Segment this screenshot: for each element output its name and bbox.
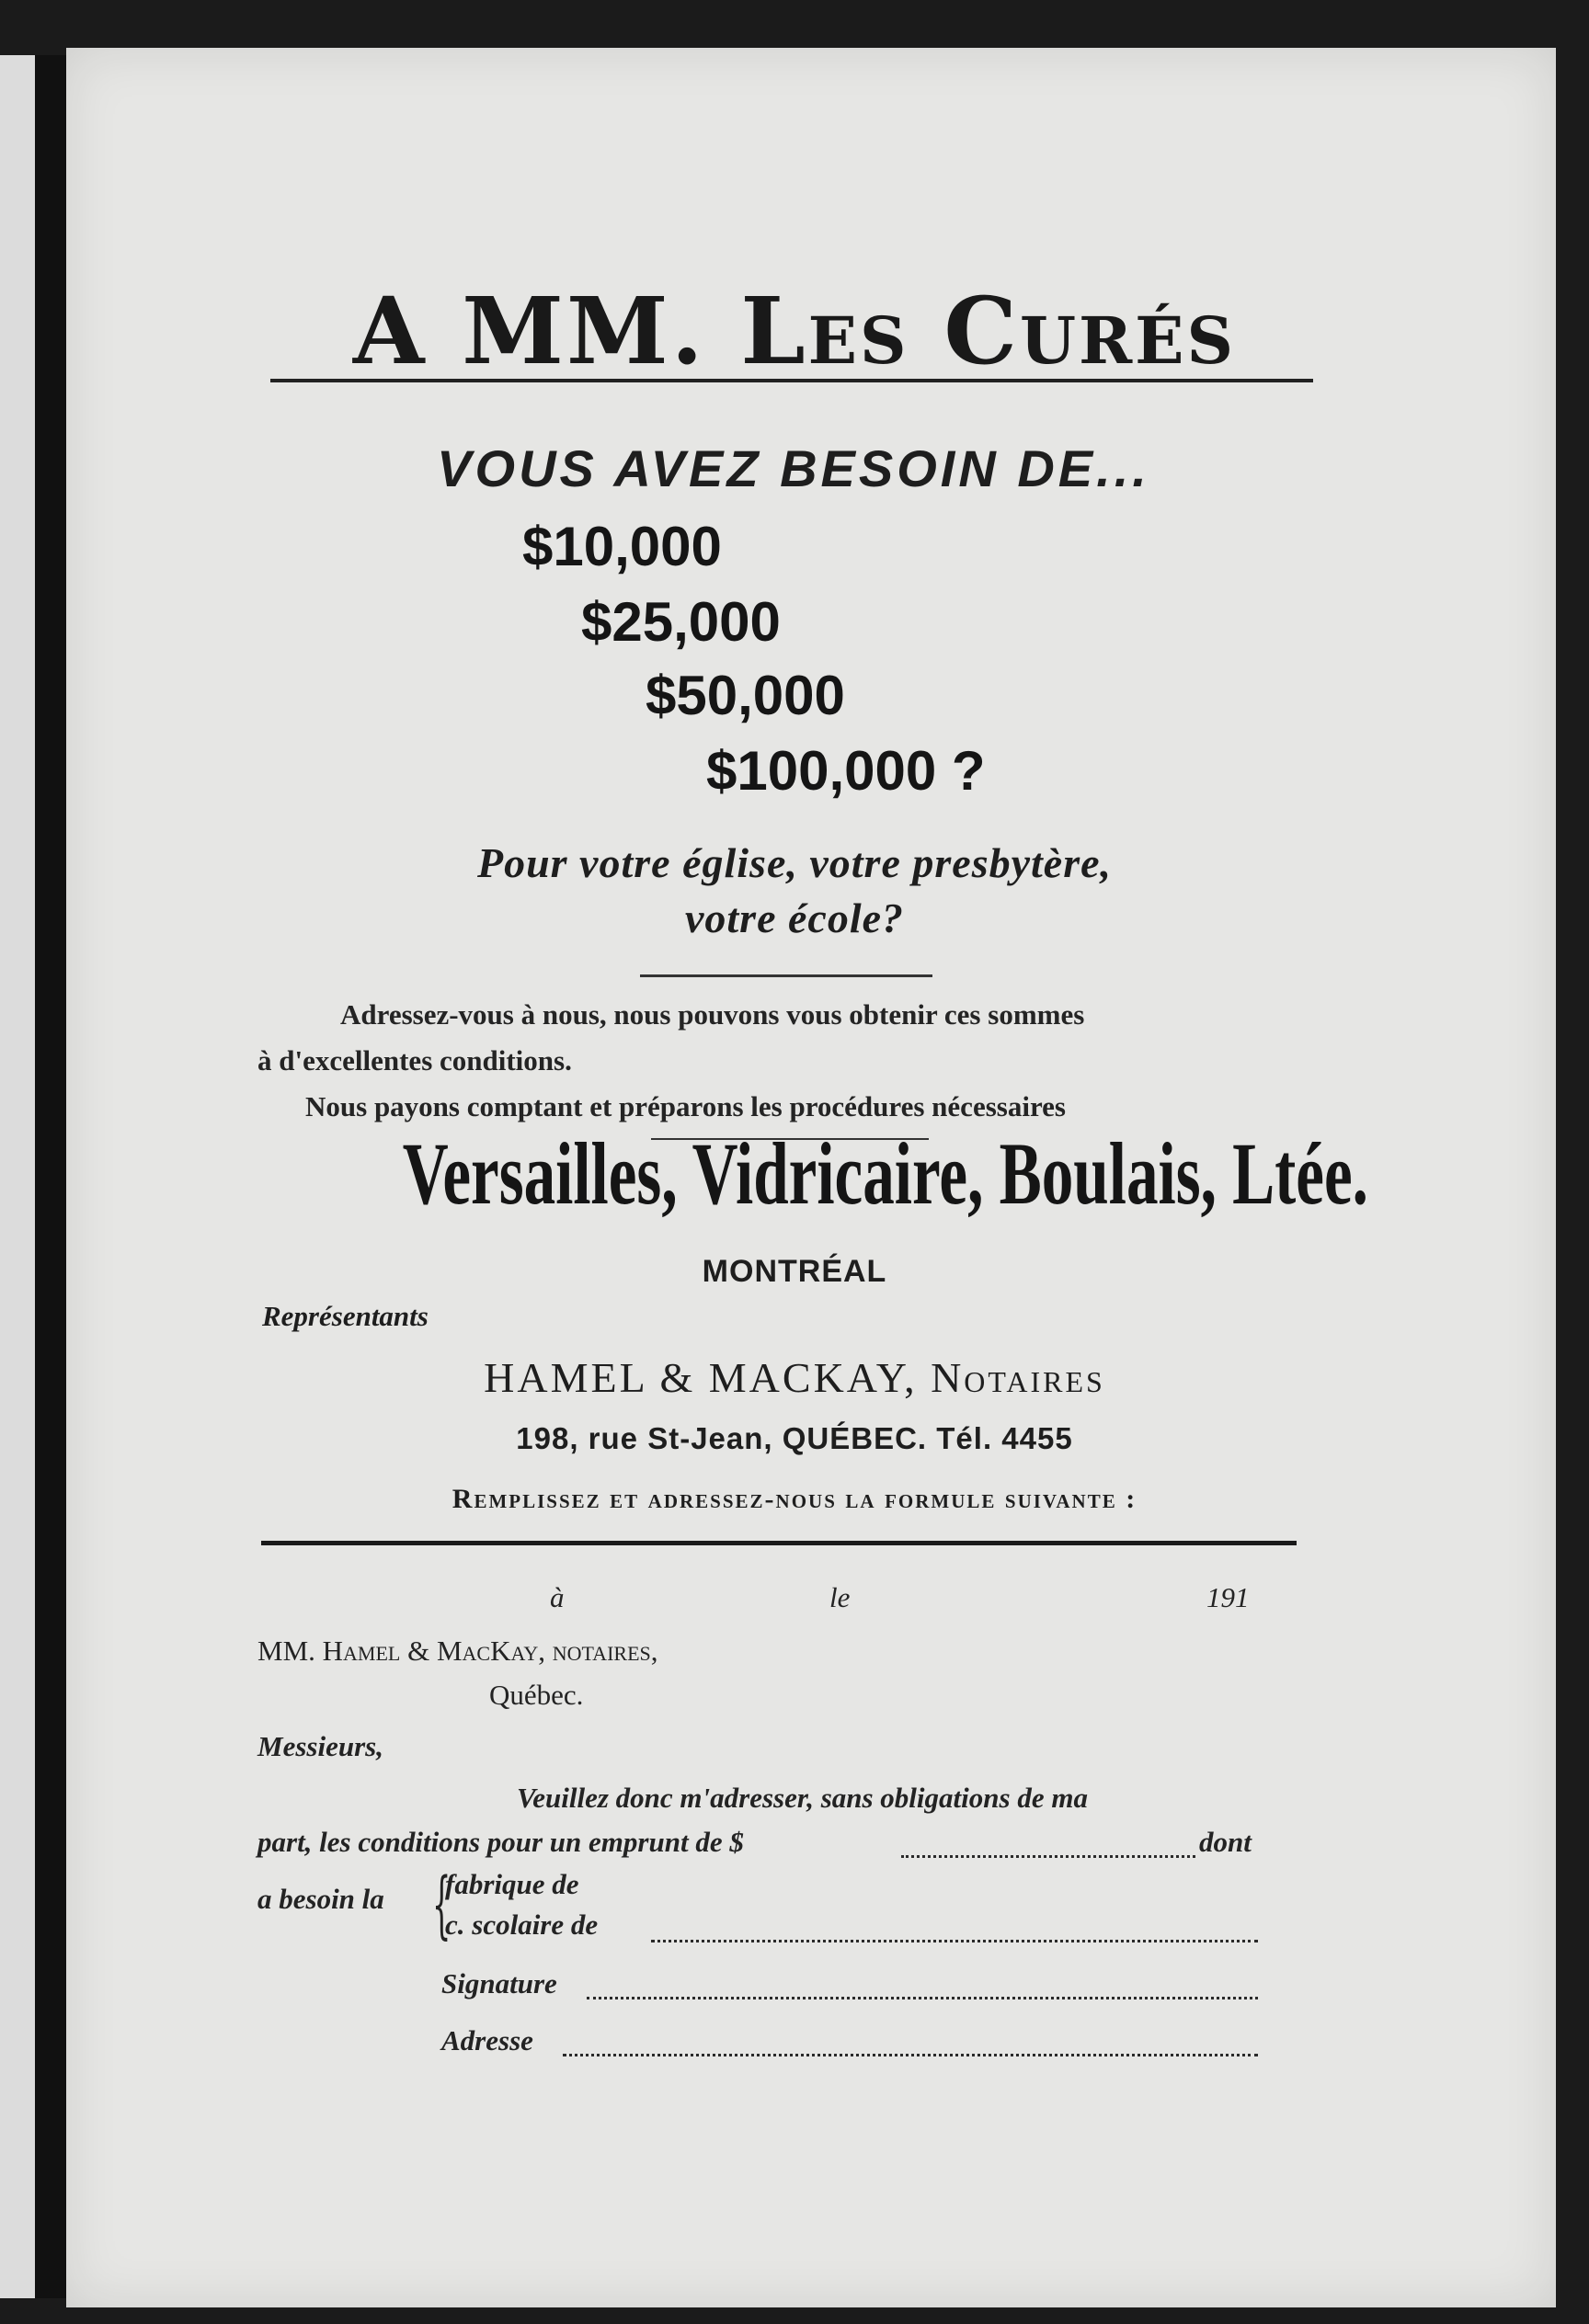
binding-shadow [35, 55, 66, 2298]
form-request-line-2-end: dont [1199, 1826, 1252, 1858]
form-salutation: Messieurs, [257, 1730, 383, 1762]
notaries-name: HAMEL & MACKAY, Notaires [484, 1354, 1105, 1401]
form-divider [261, 1541, 1297, 1545]
body-line-2: à d'excellentes conditions. [257, 1044, 572, 1077]
representatives-label: Représentants [262, 1300, 429, 1332]
company-name: Versailles, Vidricaire, Boulais, Ltée. [402, 1124, 1368, 1223]
question-line-2: votre école? [684, 894, 905, 941]
subhead: VOUS AVEZ BESOIN DE... [437, 439, 1150, 497]
signature-label: Signature [441, 1967, 557, 1999]
headline-underline [270, 379, 1313, 382]
form-place-word: à [550, 1581, 565, 1613]
form-date-word: le [829, 1581, 851, 1613]
form-needed-by: a besoin la [257, 1883, 384, 1915]
option-fabrique: fabrique de [445, 1868, 579, 1900]
amount-100000: $100,000 ? [706, 740, 986, 802]
divider-short [640, 974, 932, 977]
amount-blank[interactable] [901, 1855, 1195, 1858]
parish-blank[interactable] [651, 1940, 1258, 1942]
address-blank[interactable] [563, 2054, 1258, 2056]
body-line-3: Nous payons comptant et préparons les procédures nécessaires [305, 1090, 1066, 1122]
address-label: Adresse [441, 2024, 533, 2056]
amount-25000: $25,000 [581, 591, 781, 653]
option-scolaire: c. scolaire de [445, 1908, 599, 1941]
form-addressee-city: Québec. [489, 1679, 584, 1711]
headline: A MM. Les Curés [352, 277, 1237, 385]
question-line-1: Pour votre église, votre presbytère, [476, 839, 1113, 886]
form-request-line-2-start: part, les conditions pour un emprunt de $ [257, 1826, 744, 1858]
form-addressee: MM. Hamel & MacKay, notaires, [257, 1635, 658, 1667]
brace-symbol: { [432, 1862, 452, 1947]
company-city: MONTRÉAL [702, 1254, 887, 1289]
form-instruction: Remplissez et adressez-nous la formule suivante : [452, 1484, 1137, 1514]
amount-10000: $10,000 [522, 516, 722, 577]
body-line-1: Adressez-vous à nous, nous pouvons vous obtenir ces sommes [340, 998, 1085, 1031]
form-year: 191 [1206, 1581, 1250, 1613]
signature-blank[interactable] [587, 1997, 1258, 1999]
form-request-line-1: Veuillez donc m'adresser, sans obligations de ma [517, 1782, 1088, 1814]
adjacent-page-edge [0, 55, 35, 2298]
document-page [66, 48, 1556, 2307]
amount-50000: $50,000 [646, 665, 845, 726]
notaries-address: 198, rue St-Jean, QUÉBEC. Tél. 4455 [516, 1421, 1073, 1455]
